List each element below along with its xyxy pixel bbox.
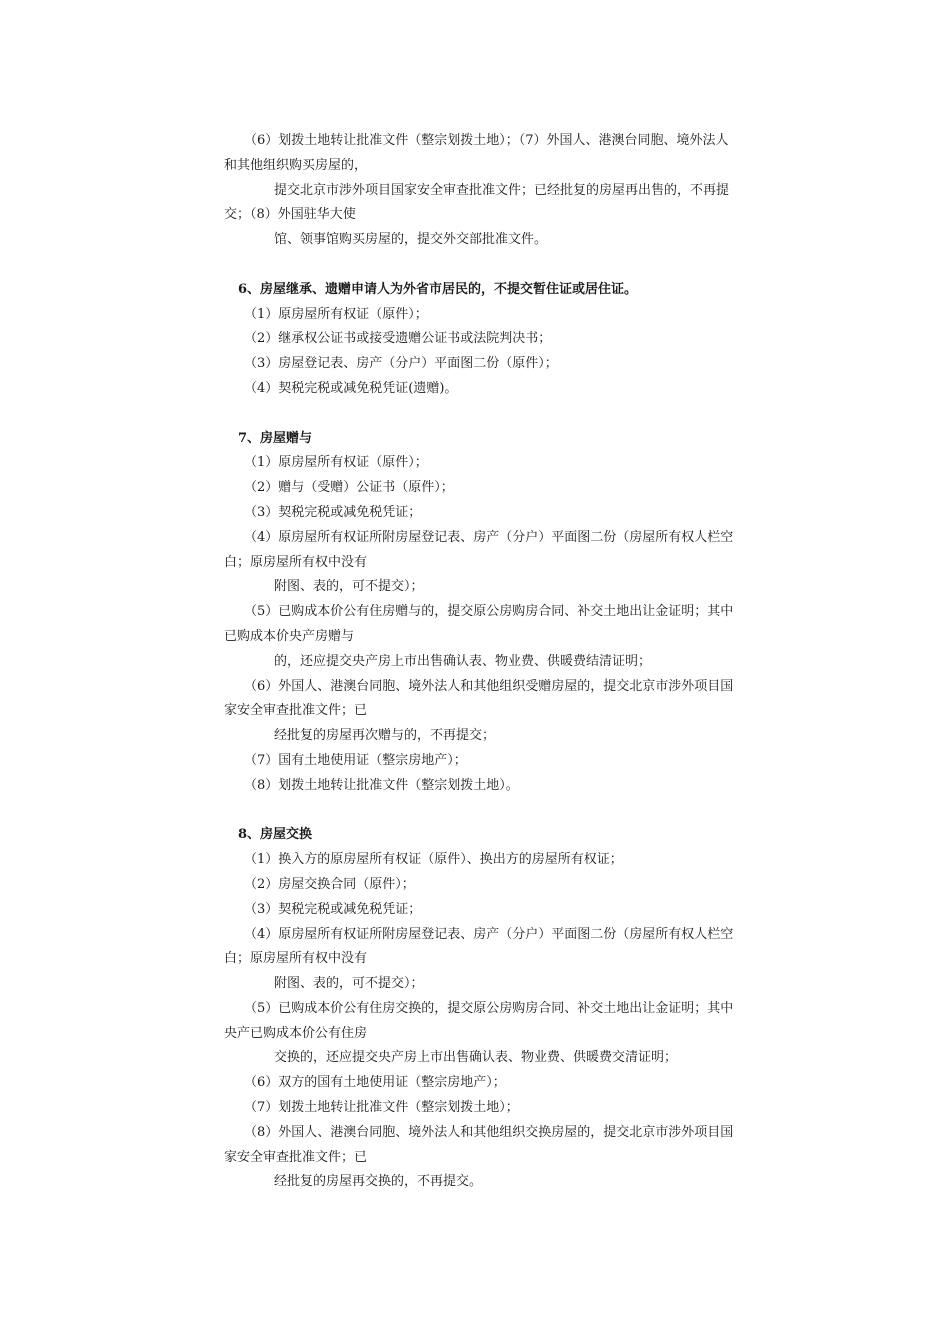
section-heading: 6、房屋继承、遗赠申请人为外省市居民的，不提交暂住证或居住证。 <box>238 281 638 297</box>
list-item: （1）换入方的原房屋所有权证（原件）、换出方的房屋所有权证； <box>244 852 623 868</box>
list-item-continued: 白；原房屋所有权中没有 <box>224 951 368 967</box>
list-item: （8）外国人、港澳台同胞、境外法人和其他组织交换房屋的，提交北京市涉外项目国 <box>244 1124 734 1140</box>
list-item: （6）外国人、港澳台同胞、境外法人和其他组织受赠房屋的，提交北京市涉外项目国 <box>244 678 734 694</box>
list-item-continued: 附图、表的，可不提交）； <box>274 976 424 992</box>
list-item: （3）契税完税或减免税凭证； <box>244 901 422 917</box>
list-item: （4）原房屋所有权证所附房屋登记表、房产（分户）平面图二份（房屋所有权人栏空 <box>244 529 734 545</box>
list-item: （2）继承权公证书或接受遗赠公证书或法院判决书； <box>244 331 552 347</box>
list-item-continued: 附图、表的，可不提交）； <box>274 579 424 595</box>
section-gap <box>224 402 789 427</box>
text-line: 提交北京市涉外项目国家安全审查批准文件；已经批复的房屋再出售的，不再提 <box>274 182 730 198</box>
list-item-continued: 交换的，还应提交央产房上市出售确认表、物业费、供暖费交清证明； <box>274 1050 678 1066</box>
list-item: （4）契税完税或减免税凭证(遗赠)。 <box>244 380 458 396</box>
list-item: （2）赠与（受赠）公证书（原件）； <box>244 480 454 496</box>
list-item-continued: 已购成本价央产房赠与 <box>224 628 355 644</box>
list-item: （2）房屋交换合同（原件）； <box>244 876 415 892</box>
list-item: （4）原房屋所有权证所附房屋登记表、房产（分户）平面图二份（房屋所有权人栏空 <box>244 926 734 942</box>
section-6 <box>224 278 789 402</box>
list-item: （6）双方的国有土地使用证（整宗房地产）； <box>244 1075 506 1091</box>
list-item-continued: 经批复的房屋再交换的，不再提交。 <box>274 1174 483 1190</box>
text-line: 馆、领事馆购买房屋的，提交外交部批准文件。 <box>274 232 548 248</box>
list-item-continued: 央产已购成本价公有住房 <box>224 1025 368 1041</box>
list-item-continued: 经批复的房屋再次赠与的，不再提交； <box>274 728 496 744</box>
section-heading: 8、房屋交换 <box>238 827 313 843</box>
list-item: （7）划拨土地转让批准文件（整宗划拨土地）； <box>244 1100 519 1116</box>
list-item-continued: 家安全审查批准文件；已 <box>224 703 368 719</box>
section-7 <box>224 427 789 799</box>
list-item-continued: 的，还应提交央产房上市出售确认表、物业费、供暖费结清证明； <box>274 653 652 669</box>
list-item: （5）已购成本价公有住房赠与的，提交原公房购房合同、补交土地出让金证明；其中 <box>244 604 734 620</box>
text-line: 和其他组织购买房屋的， <box>224 157 368 173</box>
list-item-continued: 白；原房屋所有权中没有 <box>224 554 368 570</box>
list-item: （3）房屋登记表、房产（分户）平面图二份（原件）； <box>244 356 558 372</box>
document-body <box>224 129 789 1195</box>
list-item: （1）原房屋所有权证（原件）； <box>244 455 428 471</box>
list-item: （7）国有土地使用证（整宗房地产）； <box>244 752 467 768</box>
list-item: （1）原房屋所有权证（原件）； <box>244 306 428 322</box>
section-8 <box>224 823 789 1195</box>
text-line: （6）划拨土地转让批准文件（整宗划拨土地）；（7）外国人、港澳台同胞、境外法人 <box>244 133 729 148</box>
section-5-tail <box>224 129 789 253</box>
section-gap <box>224 253 789 278</box>
list-item-continued: 家安全审查批准文件；已 <box>224 1149 368 1165</box>
text-line: 交；（8）外国驻华大使 <box>224 207 356 223</box>
list-item: （8）划拨土地转让批准文件（整宗划拨土地）。 <box>244 777 519 793</box>
section-gap <box>224 799 789 824</box>
section-heading: 7、房屋赠与 <box>238 430 313 446</box>
list-item: （3）契税完税或减免税凭证； <box>244 504 422 520</box>
list-item: （5）已购成本价公有住房交换的，提交原公房购房合同、补交土地出让金证明；其中 <box>244 1000 734 1016</box>
